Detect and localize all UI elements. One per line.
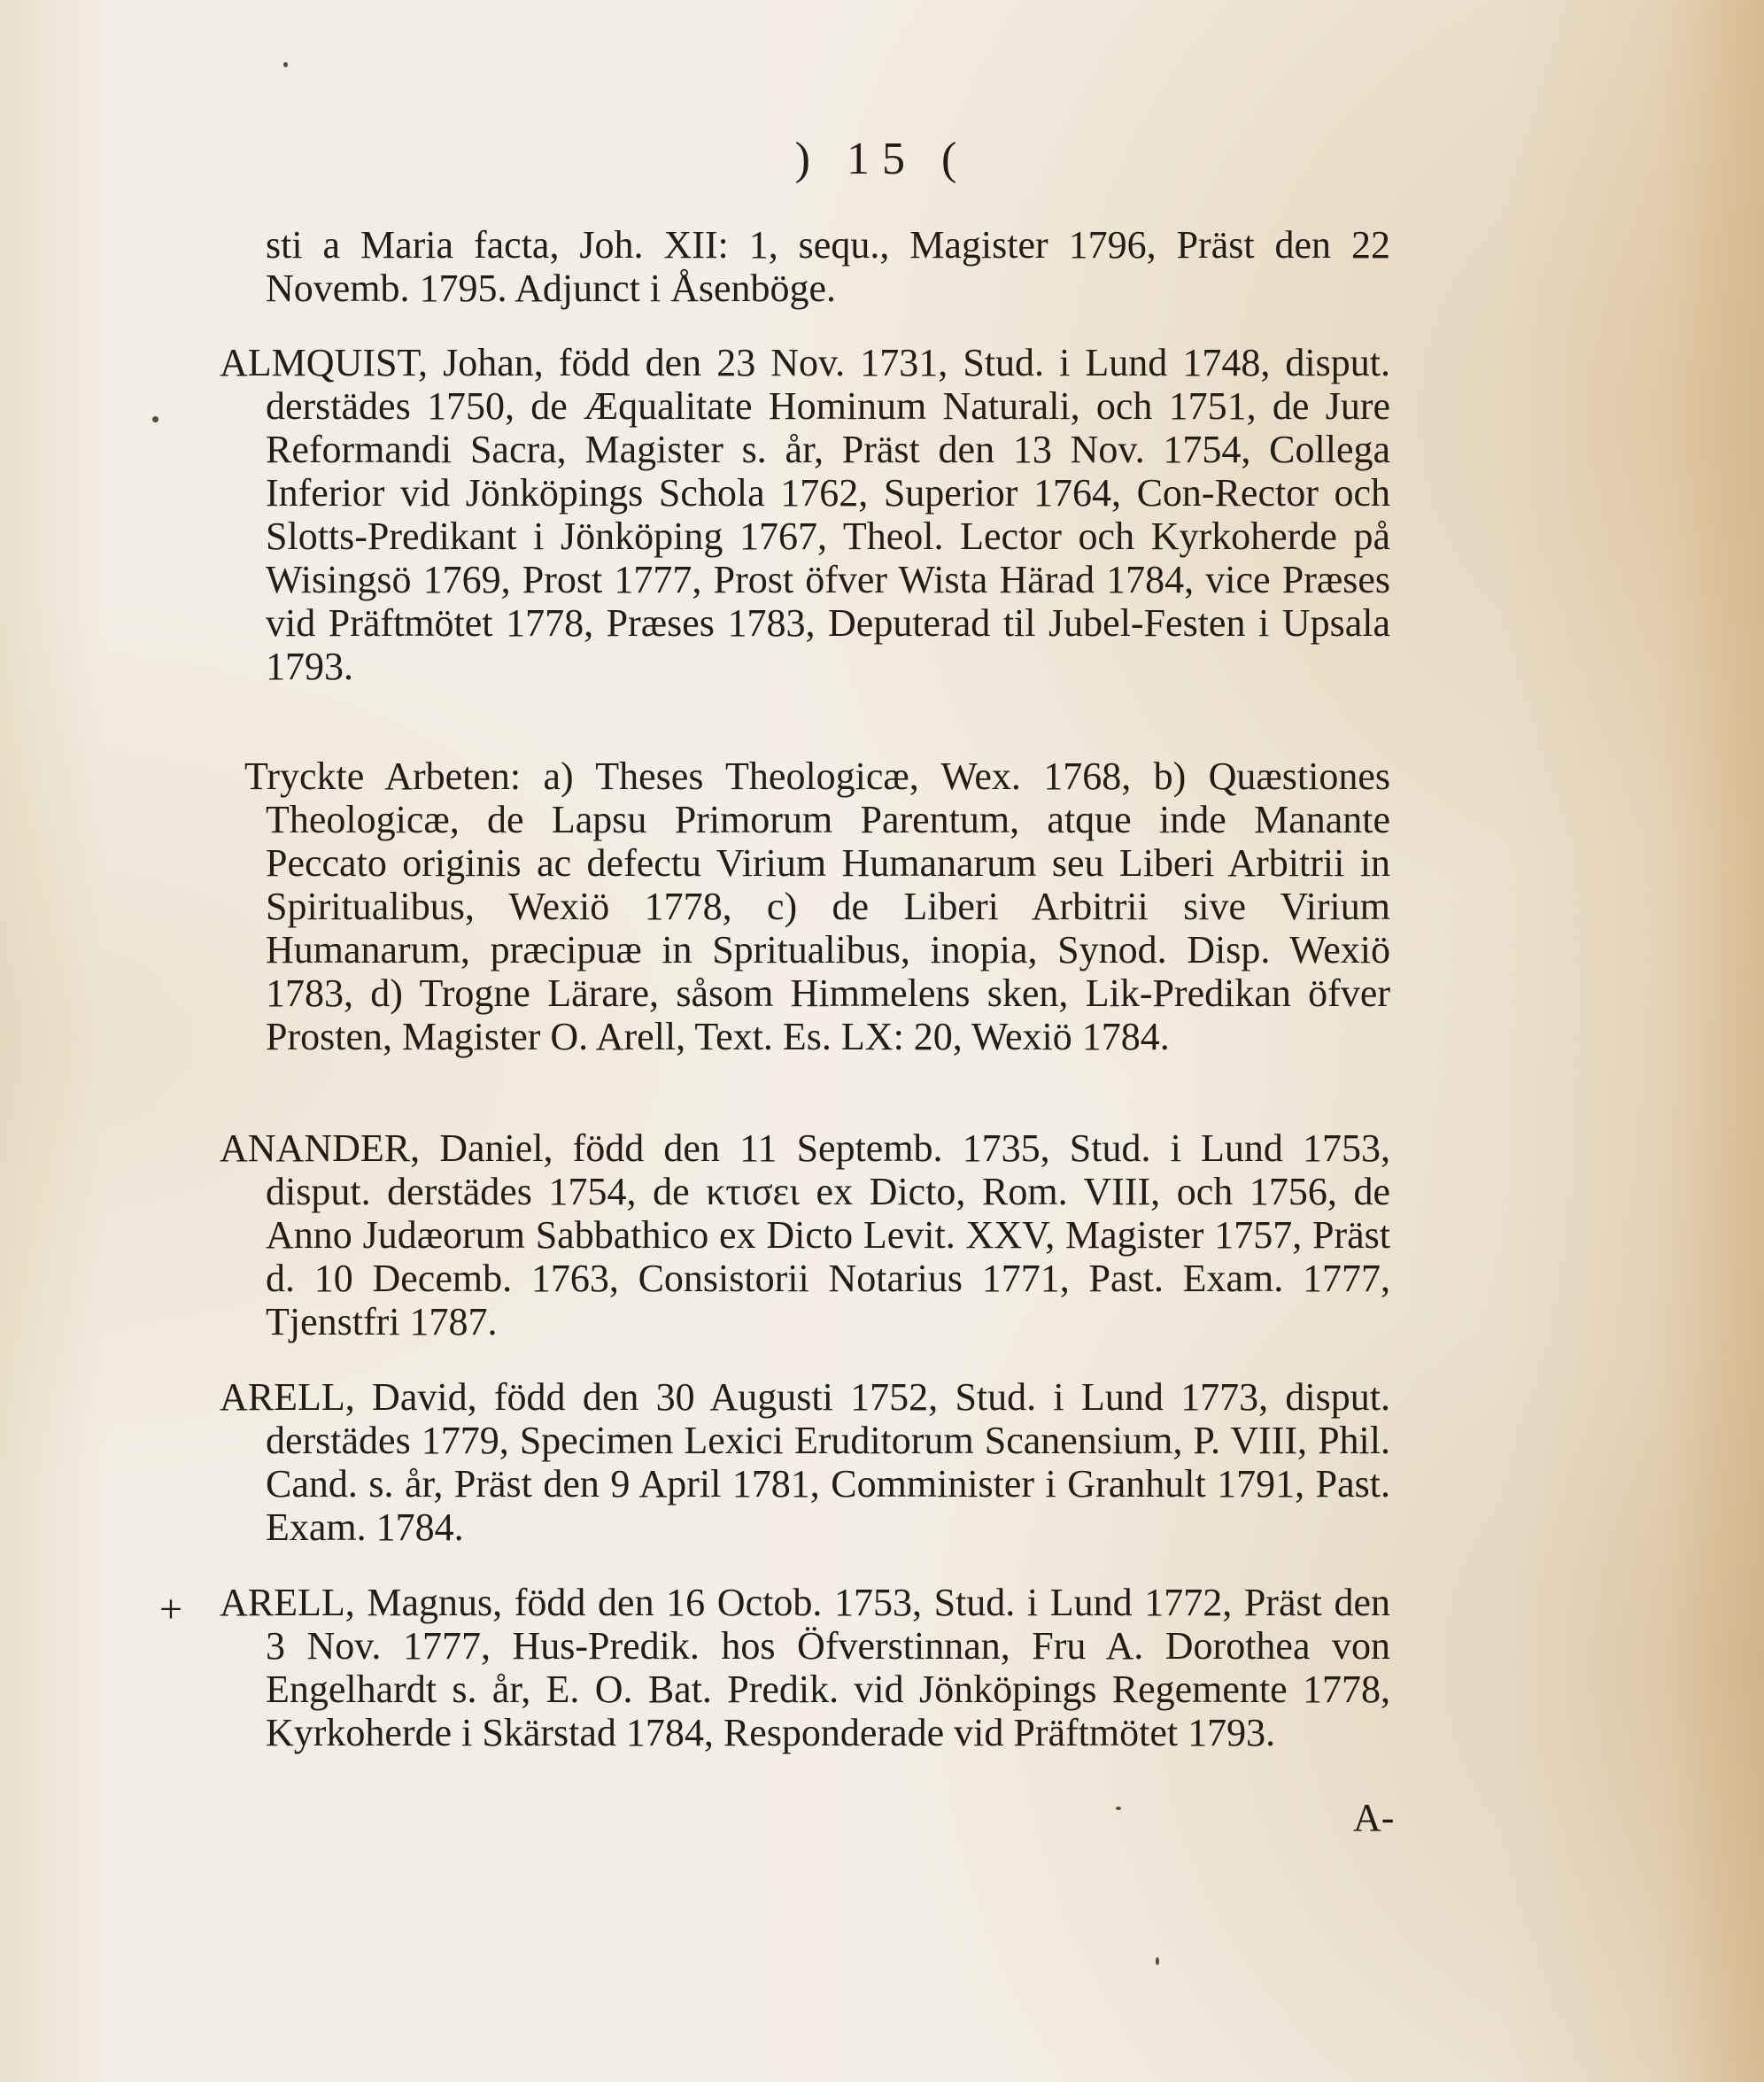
paper-speck <box>1156 1957 1159 1965</box>
entry-almquist <box>220 341 1390 688</box>
entry-text: ARELL, David, född den 30 Augusti 1752, Stud. i Lund 1773, disput. derstädes 1779, Specimen Lexici Eruditorum Scanensium, P. VIII, Phil. Cand. s. år, Präst den 9 April 1781, Comminister i Granhult 1791, Past. Exam. 1784. <box>220 1375 1390 1549</box>
page-number-header: ) 15 ( <box>794 134 970 184</box>
entry-text: Tryckte Arbeten: a) Theses Theologicæ, Wex. 1768, b) Quæstiones Theologicæ, de Lapsu Primorum Parentum, atque inde Manante Peccato originis ac defectu Virium Humanarum seu Liberi Arbitrii in Spiritualibus, Wexiö 1778, c) de Liberi Arbitrii sive Virium Humanarum, præcipuæ in Spritualibus, inopia, Synod. Disp. Wexiö 1783, d) Trogne Lärare, såsom Himmelens sken, Lik-Predikan öfver Prosten, Magister O. Arell, Text. Es. LX: 20, Wexiö 1784. <box>244 755 1390 1058</box>
paper-speck <box>1116 1807 1121 1810</box>
entry-almquist-works <box>244 755 1390 1058</box>
paper-speck <box>283 62 288 67</box>
entry-text: ANANDER, Daniel, född den 11 Septemb. 1735, Stud. i Lund 1753, disput. derstädes 1754, de κτισει ex Dicto, Rom. VIII, och 1756, de Anno Judæorum Sabbathico ex Dicto Levit. XXV, Magister 1757, Präst d. 10 Decemb. 1763, Consistorii Notarius 1771, Past. Exam. 1777, Tjenstfri 1787. <box>220 1126 1390 1343</box>
entry-arell-david <box>220 1375 1390 1549</box>
entry-text: ALMQUIST, Johan, född den 23 Nov. 1731, Stud. i Lund 1748, disput. derstädes 1750, de Æqualitate Hominum Naturali, och 1751, de Jure Reformandi Sacra, Magister s. år, Präst den 13 Nov. 1754, Collega Inferior vid Jönköpings Schola 1762, Superior 1764, Con-Rector och Slotts-Predikant i Jönköping 1767, Theol. Lector och Kyrkoherde på Wisingsö 1769, Prost 1777, Prost öfver Wista Härad 1784, vice Præses vid Präftmötet 1778, Præses 1783, Deputerad til Jubel-Festen i Upsala 1793. <box>220 341 1390 688</box>
entry-text: sti a Maria facta, Joh. XII: 1, sequ., Magister 1796, Präst den 22 Novemb. 1795. Adjunct i Åsenböge. <box>266 223 1390 310</box>
entry-arell-magnus <box>220 1581 1390 1754</box>
entry-text: ARELL, Magnus, född den 16 Octob. 1753, Stud. i Lund 1772, Präst den 3 Nov. 1777, Hus-Predik. hos Öfverstinnan, Fru A. Dorothea von Engelhardt s. år, E. O. Bat. Predik. vid Jönköpings Regemente 1778, Kyrkoherde i Skärstad 1784, Responderade vid Präftmötet 1793. <box>220 1581 1390 1754</box>
catchword: A- <box>1353 1796 1395 1839</box>
paper-speck <box>152 416 159 422</box>
margin-mark: + <box>159 1586 182 1631</box>
entry-continuation <box>266 223 1390 310</box>
entry-anander <box>220 1126 1390 1343</box>
